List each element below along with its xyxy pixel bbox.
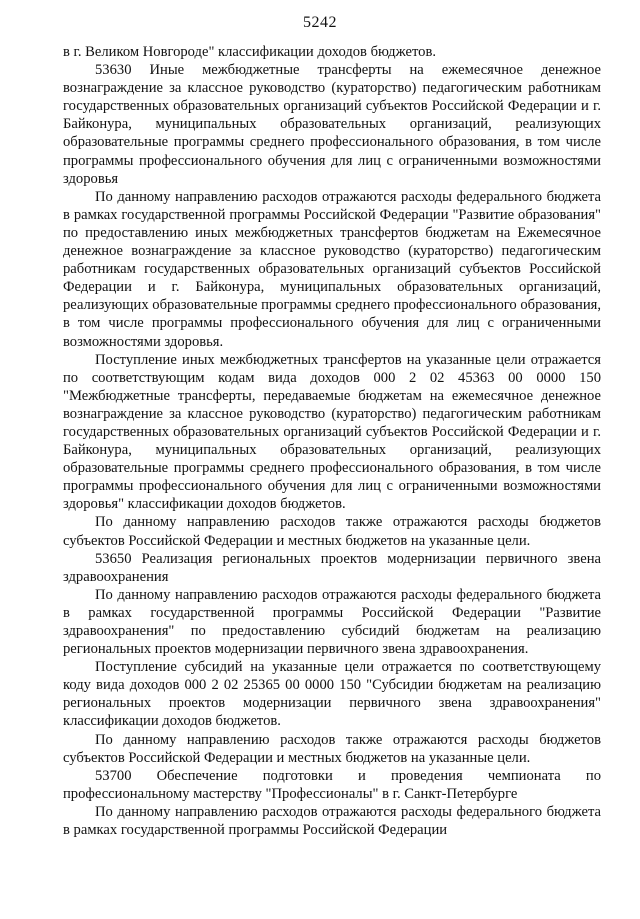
paragraph: По данному направлению расходов также отражаются расходы бюджетов субъектов Российской Федерации и местных бюджетов на указанные цели. [63,731,601,766]
section-heading-53650: 53650 Реализация региональных проектов модернизации первичного звена здравоохранения [63,550,601,585]
paragraph-continuation: в г. Великом Новгороде" классификации доходов бюджетов. [63,44,437,60]
paragraph: Поступление субсидий на указанные цели отражается по соответствующему коду вида доходов 000 2 02 25365 00 0000 150 "Субсидии бюджетам на реализацию региональных проектов модернизации первичного звена здравоохранения" классификации доходов бюджетов. [63,659,601,730]
section-heading-53700: 53700 Обеспечение подготовки и проведения чемпионата по профессиональному мастерству "Профессионалы" в г. Санкт-Петербурге [63,767,601,802]
paragraph: По данному направлению расходов отражаются расходы федерального бюджета в рамках государственной программы Российской Федерации [63,803,601,839]
document-body [63,43,601,839]
section-heading-53630: 53630 Иные межбюджетные трансферты на ежемесячное денежное вознаграждение за классное руководство (кураторство) педагогическим работникам государственных образовательных организаций субъектов Российской Федерации и г. Байконура, муниципальных образовательных организаций, реализующих образовательные программы среднего профессионального образования, в том числе программы профессионального обучения для лиц с ограниченными возможностями здоровья [63,62,601,187]
paragraph: По данному направлению расходов отражаются расходы федерального бюджета в рамках государственной программы Российской Федерации "Развитие образования" по предоставлению иных межбюджетных трансфертов бюджетам на Ежемесячное денежное вознаграждение за классное руководство (кураторство) педагогическим работникам государственных образовательных организаций субъектов Российской Федерации и г. Байконура, муниципальных образовательных организаций, реализующих образовательные программы среднего профессионального образования, в том числе программы профессионального обучения для лиц с ограниченными возможностями здоровья. [63,188,601,350]
page-number: 5242 [303,14,337,31]
paragraph: По данному направлению расходов также отражаются расходы бюджетов субъектов Российской Федерации и местных бюджетов на указанные цели. [63,514,601,549]
paragraph: По данному направлению расходов отражаются расходы федерального бюджета в рамках государственной программы Российской Федерации "Развитие здравоохранения" по предоставлению субсидий бюджетам на реализацию региональных проектов модернизации первичного звена здравоохранения. [63,586,601,658]
paragraph: Поступление иных межбюджетных трансфертов на указанные цели отражается по соответствующим кодам вида доходов 000 2 02 45363 00 0000 150 "Межбюджетные трансферты, передаваемые бюджетам на ежемесячное денежное вознаграждение за классное руководство (кураторство) педагогическим работникам государственных образовательных организаций субъектов Российской Федерации и г. Байконура, муниципальных образовательных организаций, реализующих образовательные программы среднего профессионального образования, в том числе программы профессионального обучения для лиц с ограниченными возможностями здоровья" классификации доходов бюджетов. [63,351,601,513]
